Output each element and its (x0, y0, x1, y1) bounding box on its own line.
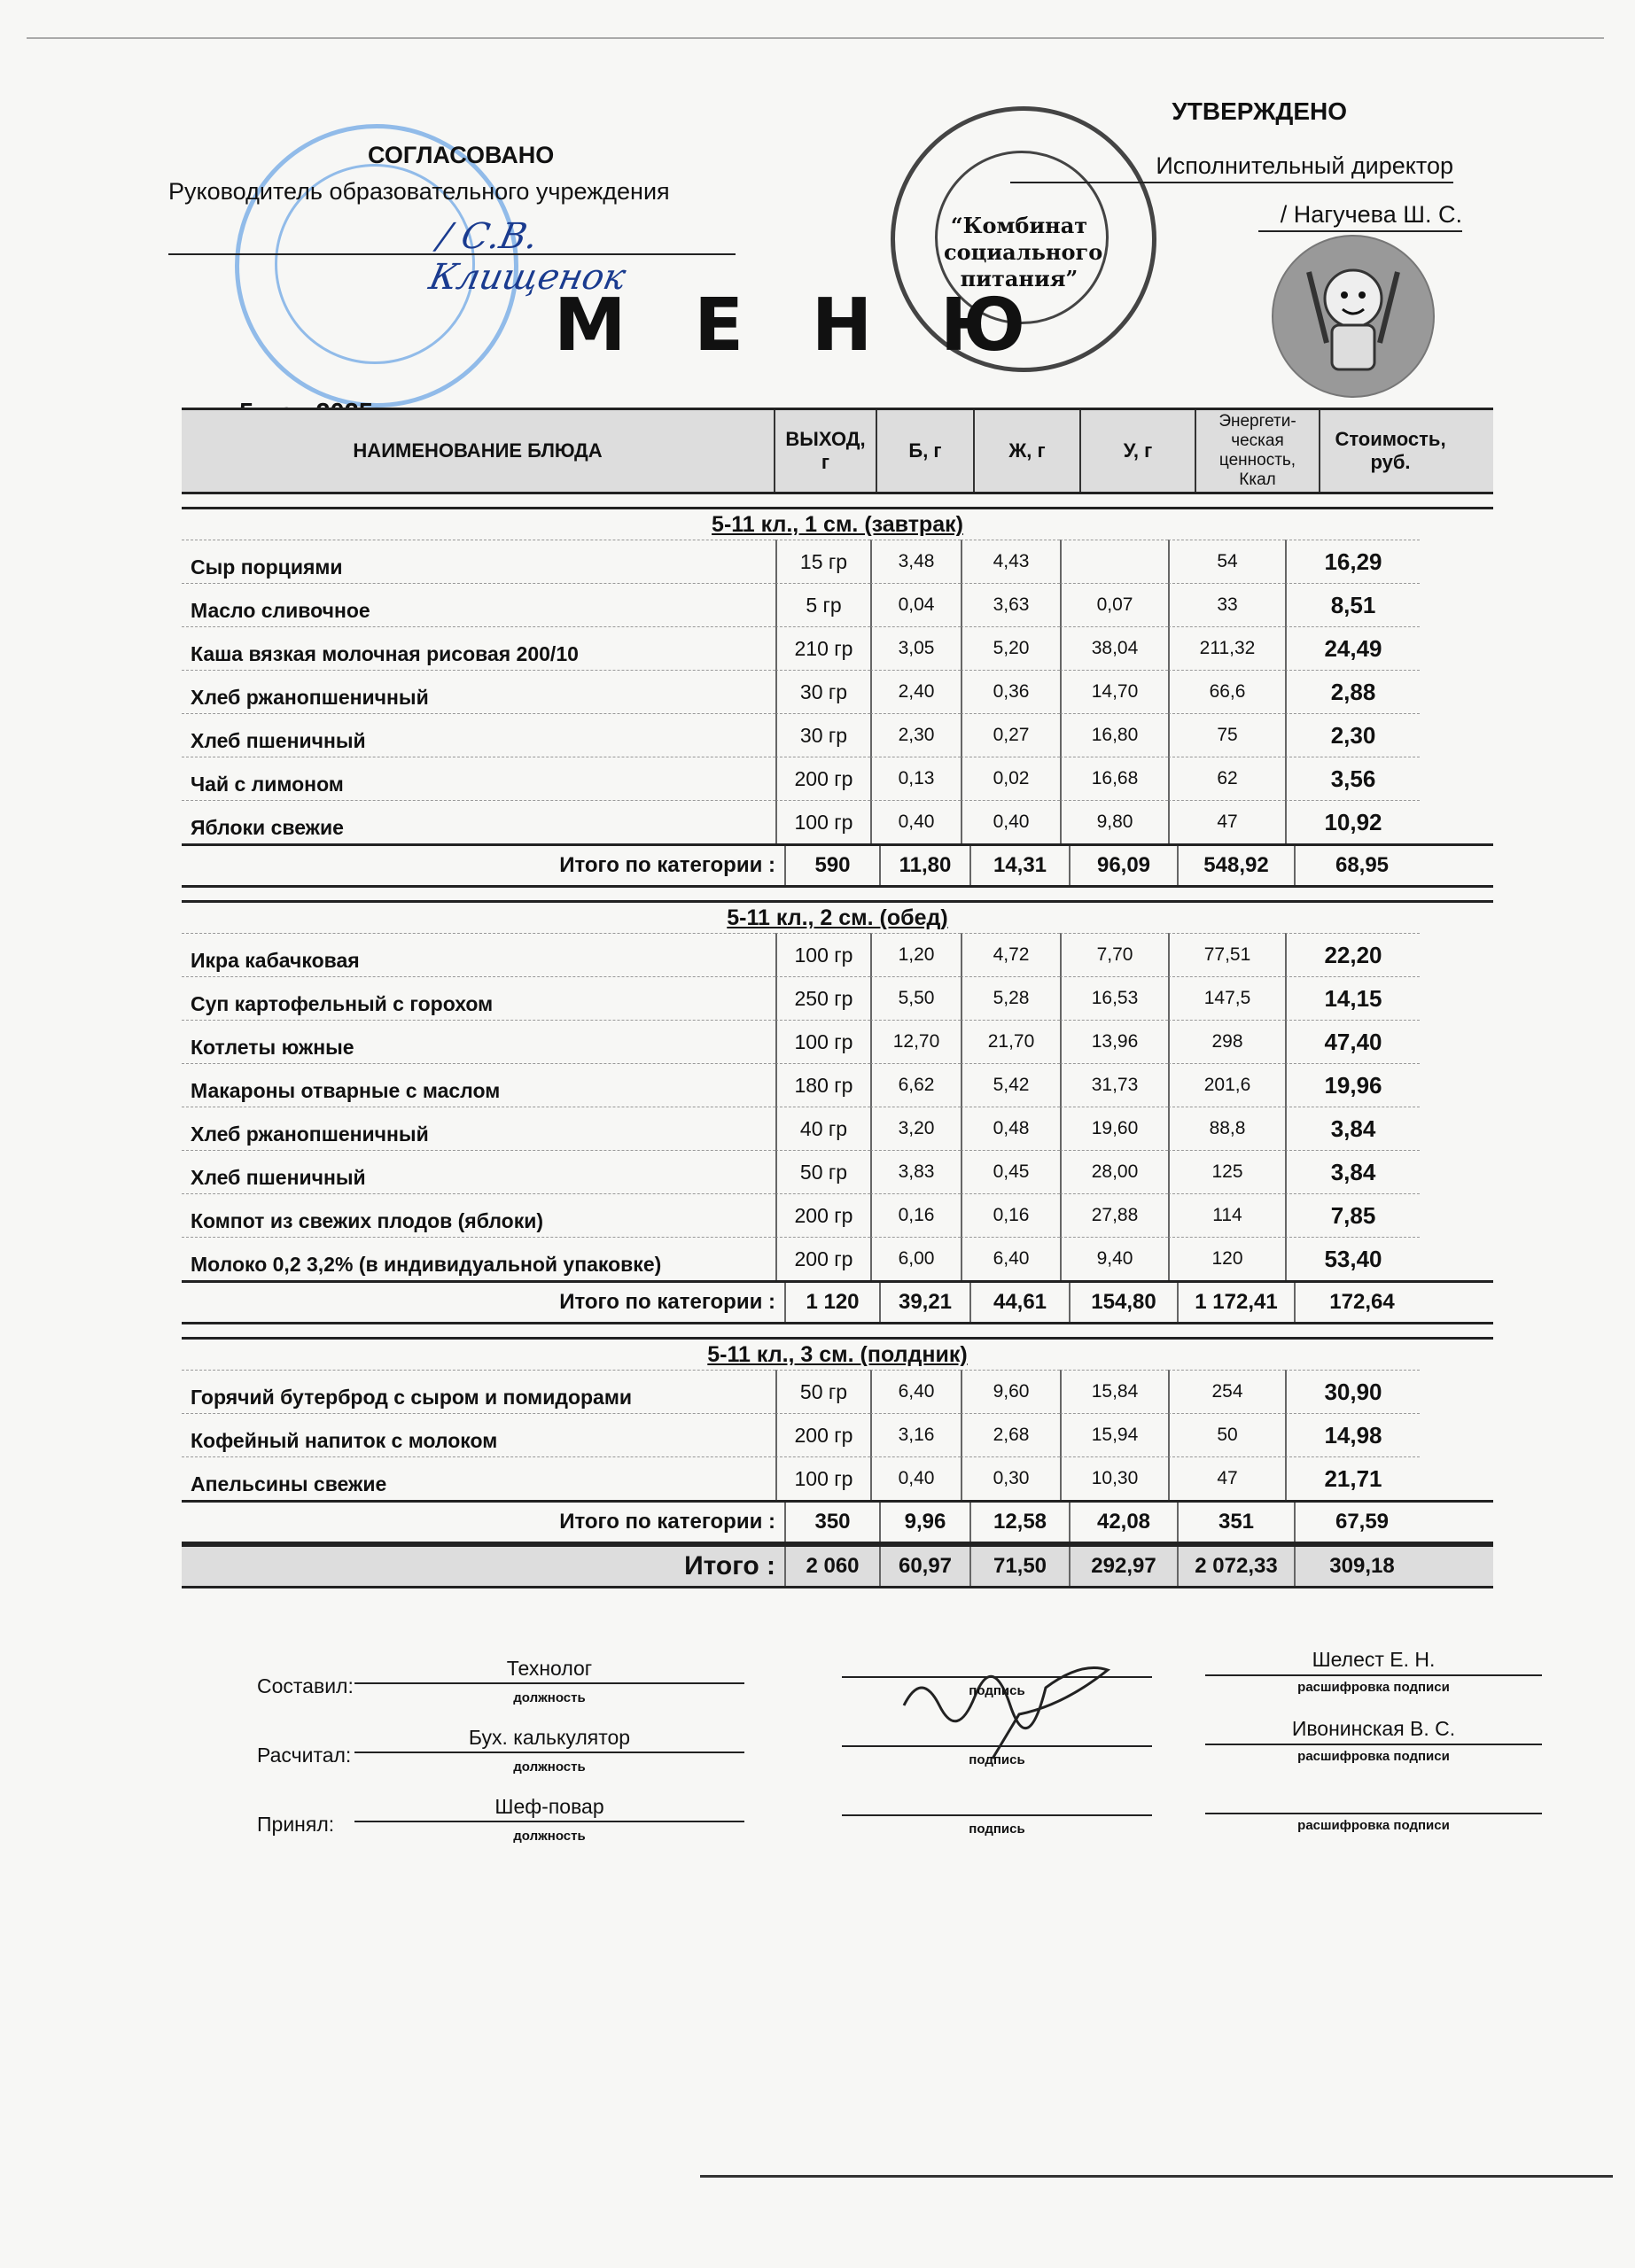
protein-cell: 3,20 (870, 1107, 961, 1150)
col-energy-header: Энергети-ческая ценность, Ккал (1195, 410, 1319, 492)
carb-cell: 16,80 (1060, 713, 1168, 757)
fat-cell: 14,31 (969, 846, 1069, 885)
fat-cell: 4,72 (961, 933, 1060, 976)
carb-cell: 15,94 (1060, 1413, 1168, 1456)
section-title: 5-11 кл., 2 см. (обед) (182, 900, 1493, 933)
total-label: Итого по категории : (559, 1510, 775, 1534)
protein-cell: 0,16 (870, 1193, 961, 1237)
cost-cell: 19,96 (1285, 1063, 1420, 1107)
signature-position: Бух. калькулятор (354, 1726, 744, 1753)
protein-cell: 3,05 (870, 626, 961, 670)
carb-cell: 14,70 (1060, 670, 1168, 713)
cost-cell: 10,92 (1285, 800, 1420, 843)
approved-name: / Нагучева Ш. С. (1258, 201, 1462, 232)
energy-cell: 77,51 (1168, 933, 1285, 976)
protein-cell: 39,21 (879, 1283, 969, 1322)
output-cell: 210 гр (775, 626, 870, 670)
table-row (182, 583, 1493, 626)
carb-cell: 15,84 (1060, 1370, 1168, 1413)
table-row (182, 1413, 1493, 1456)
decoding-caption: расшифровка подписи (1297, 1680, 1450, 1695)
carb-cell: 13,96 (1060, 1020, 1168, 1063)
fat-cell: 0,36 (961, 670, 1060, 713)
fat-cell: 5,28 (961, 976, 1060, 1020)
protein-cell: 6,62 (870, 1063, 961, 1107)
dish-name-cell: Хлеб ржанопшеничный (182, 1107, 775, 1150)
approved-role: Исполнительный директор (1010, 152, 1453, 183)
cost-cell: 3,84 (1285, 1150, 1420, 1193)
signature-label: Расчитал: (257, 1744, 352, 1767)
agreed-title: СОГЛАСОВАНО (368, 142, 555, 168)
dish-name-cell: Хлеб пшеничный (182, 1150, 775, 1193)
dish-name-cell: Горячий бутерброд с сыром и помидорами (182, 1370, 775, 1413)
sign-caption: подпись (969, 1683, 1025, 1698)
fat-cell: 3,63 (961, 583, 1060, 626)
protein-cell: 12,70 (870, 1020, 961, 1063)
protein-cell: 11,80 (879, 846, 969, 885)
dish-name-cell: Сыр порциями (182, 540, 775, 583)
output-cell: 50 гр (775, 1150, 870, 1193)
energy-cell: 2 072,33 (1177, 1547, 1294, 1586)
signature-line (842, 1813, 1152, 1816)
protein-cell: 0,40 (870, 1456, 961, 1500)
protein-cell: 3,83 (870, 1150, 961, 1193)
fat-cell: 9,60 (961, 1370, 1060, 1413)
fat-cell: 21,70 (961, 1020, 1060, 1063)
energy-cell: 254 (1168, 1370, 1285, 1413)
approved-title: УТВЕРЖДЕНО (1172, 97, 1347, 125)
output-cell: 2 060 (784, 1547, 879, 1586)
energy-cell: 47 (1168, 800, 1285, 843)
fat-cell: 0,48 (961, 1107, 1060, 1150)
table-row (182, 1237, 1493, 1280)
energy-cell: 120 (1168, 1237, 1285, 1280)
output-cell: 200 гр (775, 1237, 870, 1280)
energy-cell: 1 172,41 (1177, 1283, 1294, 1322)
dish-name-cell: Яблоки свежие (182, 800, 775, 843)
carb-cell: 96,09 (1069, 846, 1177, 885)
output-cell: 50 гр (775, 1370, 870, 1413)
protein-cell: 2,40 (870, 670, 961, 713)
output-cell: 100 гр (775, 933, 870, 976)
fat-cell: 0,27 (961, 713, 1060, 757)
category-total-row (182, 1280, 1493, 1324)
energy-cell: 62 (1168, 757, 1285, 800)
table-row (182, 1370, 1493, 1413)
approved-block (1019, 97, 1462, 232)
signature-decoding (1205, 1786, 1542, 1814)
table-row (182, 1063, 1493, 1107)
fat-cell: 71,50 (969, 1547, 1069, 1586)
col-fat-header: Ж, г (973, 410, 1079, 492)
carb-cell: 31,73 (1060, 1063, 1168, 1107)
signature-line (842, 1674, 1152, 1678)
total-label: Итого по категории : (559, 853, 775, 877)
fat-cell: 44,61 (969, 1283, 1069, 1322)
energy-cell: 548,92 (1177, 846, 1294, 885)
signature-position: Технолог (354, 1657, 744, 1684)
fat-cell: 5,20 (961, 626, 1060, 670)
dish-name-cell: Чай с лимоном (182, 757, 775, 800)
carb-cell: 0,07 (1060, 583, 1168, 626)
decoding-caption: расшифровка подписи (1297, 1818, 1450, 1833)
signature-row (257, 1648, 1569, 1719)
cost-cell: 14,98 (1285, 1413, 1420, 1456)
cost-cell: 68,95 (1294, 846, 1429, 885)
cost-cell: 2,88 (1285, 670, 1420, 713)
protein-cell: 5,50 (870, 976, 961, 1020)
dish-name-cell: Хлеб ржанопшеничный (182, 670, 775, 713)
position-caption: должность (513, 1759, 586, 1775)
dish-name-cell: Кофейный напиток с молоком (182, 1413, 775, 1456)
energy-cell: 50 (1168, 1413, 1285, 1456)
carb-cell: 7,70 (1060, 933, 1168, 976)
table-row (182, 800, 1493, 843)
energy-cell: 201,6 (1168, 1063, 1285, 1107)
table-header (182, 408, 1493, 494)
dish-name-cell: Компот из свежих плодов (яблоки) (182, 1193, 775, 1237)
protein-cell: 0,13 (870, 757, 961, 800)
energy-cell: 298 (1168, 1020, 1285, 1063)
carb-cell: 9,40 (1060, 1237, 1168, 1280)
energy-cell: 88,8 (1168, 1107, 1285, 1150)
energy-cell: 114 (1168, 1193, 1285, 1237)
dish-name-cell: Макароны отварные с маслом (182, 1063, 775, 1107)
agreed-role: Руководитель образовательного учреждения (168, 178, 670, 205)
protein-cell: 2,30 (870, 713, 961, 757)
fat-cell: 0,40 (961, 800, 1060, 843)
output-cell: 15 гр (775, 540, 870, 583)
output-cell: 40 гр (775, 1107, 870, 1150)
decoding-caption: расшифровка подписи (1297, 1749, 1450, 1764)
protein-cell: 60,97 (879, 1547, 969, 1586)
agreed-name: / С.В. Клищенок (425, 216, 630, 298)
energy-cell: 147,5 (1168, 976, 1285, 1020)
position-caption: должность (513, 1690, 586, 1705)
protein-cell: 9,96 (879, 1503, 969, 1542)
protein-cell: 3,48 (870, 540, 961, 583)
dish-name-cell: Хлеб пшеничный (182, 713, 775, 757)
table-row (182, 1150, 1493, 1193)
fat-cell: 6,40 (961, 1237, 1060, 1280)
category-total-row (182, 843, 1493, 888)
signature-row (257, 1786, 1569, 1857)
energy-cell: 33 (1168, 583, 1285, 626)
table-row (182, 670, 1493, 713)
protein-cell: 3,16 (870, 1413, 961, 1456)
cost-cell: 2,30 (1285, 713, 1420, 757)
energy-cell: 54 (1168, 540, 1285, 583)
fat-cell: 0,16 (961, 1193, 1060, 1237)
col-carb-header: У, г (1079, 410, 1195, 492)
signature-position: Шеф-повар (354, 1795, 744, 1822)
agreed-signature-line (168, 213, 736, 298)
cost-cell: 24,49 (1285, 626, 1420, 670)
carb-cell (1060, 540, 1168, 583)
carb-cell: 42,08 (1069, 1503, 1177, 1542)
output-cell: 200 гр (775, 1413, 870, 1456)
cost-cell: 30,90 (1285, 1370, 1420, 1413)
output-cell: 350 (784, 1503, 879, 1542)
carb-cell: 16,68 (1060, 757, 1168, 800)
dish-name-cell: Суп картофельный с горохом (182, 976, 775, 1020)
protein-cell: 6,00 (870, 1237, 961, 1280)
carb-cell: 154,80 (1069, 1283, 1177, 1322)
total-label: Итого по категории : (559, 1290, 775, 1314)
dish-name-cell: Молоко 0,2 3,2% (в индивидуальной упаковке) (182, 1237, 775, 1280)
dish-name-cell: Апельсины свежие (182, 1456, 775, 1500)
signature-label: Принял: (257, 1813, 335, 1836)
total-label: Итого : (684, 1551, 775, 1581)
menu-table (182, 403, 1493, 1588)
mascot-logo-icon (1272, 235, 1435, 398)
output-cell: 590 (784, 846, 879, 885)
fat-cell: 0,02 (961, 757, 1060, 800)
section-title: 5-11 кл., 3 см. (полдник) (182, 1337, 1493, 1370)
output-cell: 5 гр (775, 583, 870, 626)
fat-cell: 5,42 (961, 1063, 1060, 1107)
output-cell: 100 гр (775, 1020, 870, 1063)
dish-name-cell: Икра кабачковая (182, 933, 775, 976)
table-row (182, 1107, 1493, 1150)
table-row (182, 540, 1493, 583)
table-row (182, 1020, 1493, 1063)
signature-row (257, 1717, 1569, 1788)
output-cell: 100 гр (775, 1456, 870, 1500)
fat-cell: 0,45 (961, 1150, 1060, 1193)
category-total-row (182, 1500, 1493, 1544)
cost-cell: 172,64 (1294, 1283, 1429, 1322)
table-row (182, 933, 1493, 976)
fat-cell: 0,30 (961, 1456, 1060, 1500)
output-cell: 200 гр (775, 757, 870, 800)
energy-cell: 66,6 (1168, 670, 1285, 713)
table-row (182, 757, 1493, 800)
output-cell: 30 гр (775, 670, 870, 713)
table-row (182, 1456, 1493, 1500)
col-cost-header: Стоимость, руб. (1319, 410, 1460, 492)
col-output-header: ВЫХОД, г (774, 410, 876, 492)
signature-line (842, 1744, 1152, 1747)
output-cell: 200 гр (775, 1193, 870, 1237)
col-name-header: НАИМЕНОВАНИЕ БЛЮДА (353, 439, 603, 462)
output-cell: 30 гр (775, 713, 870, 757)
position-caption: должность (513, 1829, 586, 1844)
output-cell: 1 120 (784, 1283, 879, 1322)
table-row (182, 713, 1493, 757)
cost-cell: 21,71 (1285, 1456, 1420, 1500)
grand-total-row (182, 1544, 1493, 1588)
fat-cell: 12,58 (969, 1503, 1069, 1542)
carb-cell: 16,53 (1060, 976, 1168, 1020)
bottom-divider (700, 2175, 1613, 2178)
table-row (182, 976, 1493, 1020)
kombinat-stamp-text: “Комбинат социального питания” (944, 213, 1103, 291)
cost-cell: 309,18 (1294, 1547, 1429, 1586)
energy-cell: 351 (1177, 1503, 1294, 1542)
col-protein-header: Б, г (876, 410, 973, 492)
energy-cell: 75 (1168, 713, 1285, 757)
cost-cell: 53,40 (1285, 1237, 1420, 1280)
section-title: 5-11 кл., 1 см. (завтрак) (182, 507, 1493, 540)
cost-cell: 3,84 (1285, 1107, 1420, 1150)
carb-cell: 292,97 (1069, 1547, 1177, 1586)
dish-name-cell: Котлеты южные (182, 1020, 775, 1063)
energy-cell: 125 (1168, 1150, 1285, 1193)
energy-cell: 47 (1168, 1456, 1285, 1500)
table-row (182, 626, 1493, 670)
top-divider (27, 37, 1604, 39)
signature-decoding: Ивонинская В. С. (1205, 1717, 1542, 1745)
agreed-block (168, 142, 744, 298)
energy-cell: 211,32 (1168, 626, 1285, 670)
cost-cell: 7,85 (1285, 1193, 1420, 1237)
fat-cell: 2,68 (961, 1413, 1060, 1456)
carb-cell: 9,80 (1060, 800, 1168, 843)
table-body (182, 507, 1493, 1588)
table-row (182, 1193, 1493, 1237)
carb-cell: 27,88 (1060, 1193, 1168, 1237)
cost-cell: 14,15 (1285, 976, 1420, 1020)
cost-cell: 47,40 (1285, 1020, 1420, 1063)
output-cell: 100 гр (775, 800, 870, 843)
carb-cell: 28,00 (1060, 1150, 1168, 1193)
output-cell: 250 гр (775, 976, 870, 1020)
page-title: М Е Н Ю (554, 284, 1047, 368)
output-cell: 180 гр (775, 1063, 870, 1107)
carb-cell: 19,60 (1060, 1107, 1168, 1150)
signature-label: Составил: (257, 1674, 354, 1697)
dish-name-cell: Масло сливочное (182, 583, 775, 626)
signature-decoding: Шелест Е. Н. (1205, 1648, 1542, 1676)
carb-cell: 38,04 (1060, 626, 1168, 670)
cost-cell: 3,56 (1285, 757, 1420, 800)
cost-cell: 8,51 (1285, 583, 1420, 626)
dish-name-cell: Каша вязкая молочная рисовая 200/10 (182, 626, 775, 670)
protein-cell: 6,40 (870, 1370, 961, 1413)
protein-cell: 0,40 (870, 800, 961, 843)
protein-cell: 0,04 (870, 583, 961, 626)
sign-caption: подпись (969, 1821, 1025, 1837)
fat-cell: 4,43 (961, 540, 1060, 583)
protein-cell: 1,20 (870, 933, 961, 976)
sign-caption: подпись (969, 1752, 1025, 1767)
cost-cell: 67,59 (1294, 1503, 1429, 1542)
cost-cell: 16,29 (1285, 540, 1420, 583)
carb-cell: 10,30 (1060, 1456, 1168, 1500)
cost-cell: 22,20 (1285, 933, 1420, 976)
